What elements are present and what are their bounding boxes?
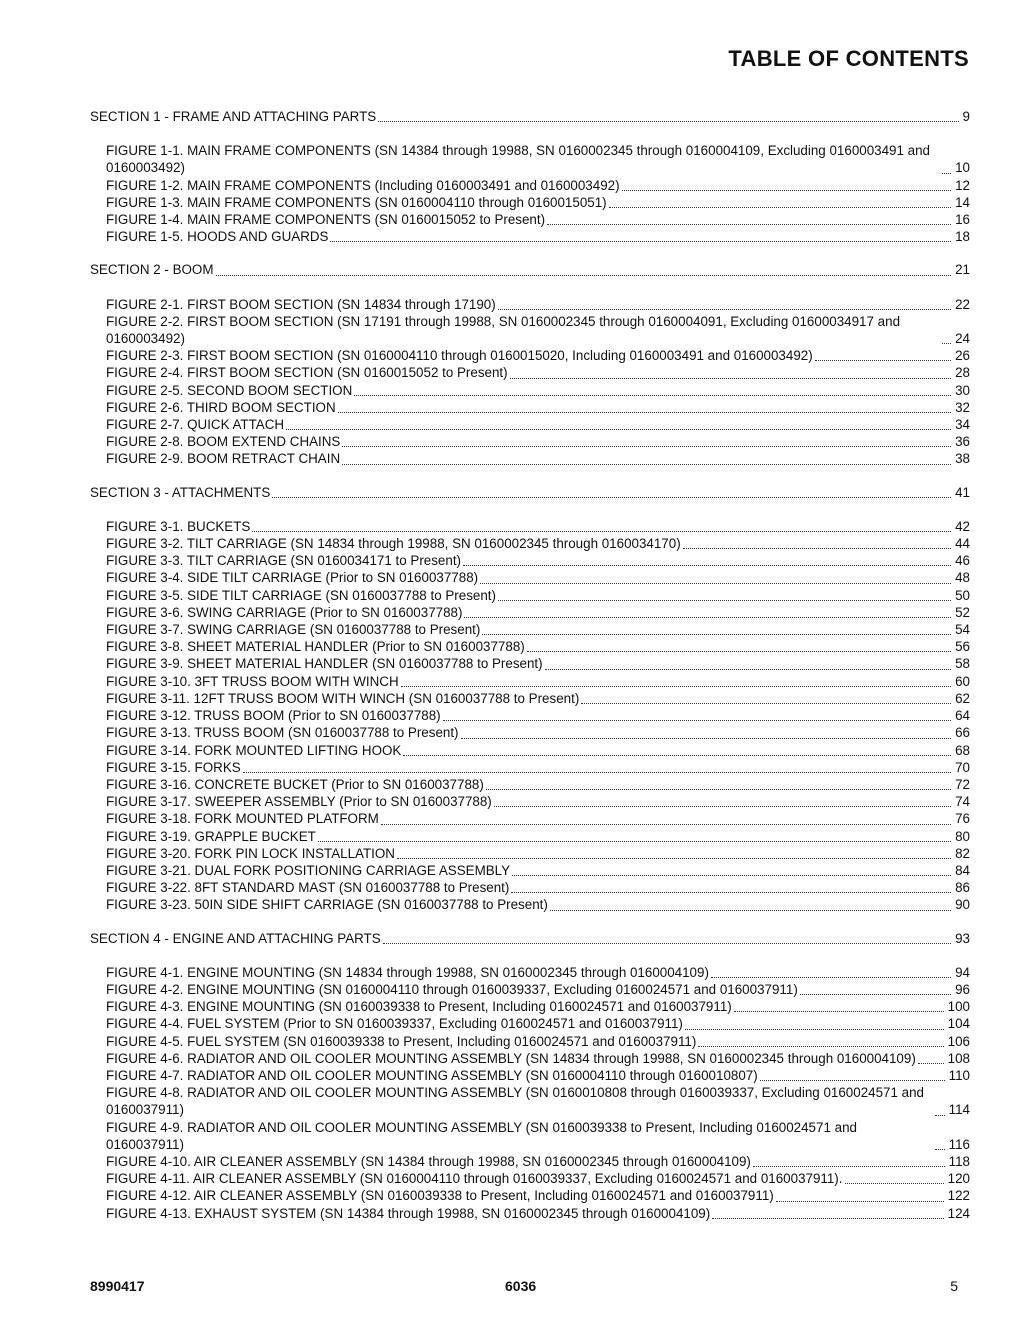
dot-leader [401,676,951,687]
toc-section [90,484,970,914]
toc-figure-entry-page: 68 [955,742,970,758]
toc-figure-entry-page: 48 [955,570,970,586]
dot-leader [318,831,951,842]
toc-figure-entry-page: 96 [955,981,970,997]
dot-leader [685,1019,944,1030]
toc-figure-entry-title: FIGURE 3-2. TILT CARRIAGE (SN 14834 through 19988, SN 0160002345 through 0160034170) [106,536,681,552]
dot-leader [243,762,951,773]
dot-leader [342,436,951,447]
toc-figure-entry-page: 22 [955,296,970,312]
toc-section-entry[interactable] [90,108,970,125]
dot-leader [342,454,951,465]
dot-leader [252,521,951,532]
toc-section-entry-title: SECTION 4 - ENGINE AND ATTACHING PARTS [90,930,381,946]
toc-figure-entry[interactable] [90,450,970,467]
toc-figure-entry-page: 110 [948,1067,970,1083]
toc-figure-entry-title: FIGURE 3-17. SWEEPER ASSEMBLY (Prior to SN 0160037788) [106,794,492,810]
toc-figure-entry[interactable] [90,828,970,845]
toc-figure-entry[interactable] [90,416,970,433]
dot-leader [918,1053,944,1064]
toc-figure-entry-page: 80 [955,828,970,844]
dot-leader [683,538,951,549]
toc-section-entry-page: 93 [955,930,970,946]
toc-figure-entry-page: 12 [955,177,970,193]
toc-figure-entry[interactable] [90,177,970,194]
toc-figure-entry-page: 50 [955,587,970,603]
toc-section [90,261,970,467]
dot-leader [381,814,951,825]
dot-leader [698,1036,943,1047]
toc-figure-entry-page: 58 [955,656,970,672]
toc-figure-entry-title: FIGURE 3-14. FORK MOUNTED LIFTING HOOK [106,742,402,758]
dot-leader [286,419,951,430]
toc-figure-entry[interactable] [90,1067,970,1084]
dot-leader [942,163,951,174]
toc-figure-entry-title: FIGURE 4-5. FUEL SYSTEM (SN 0160039338 to Present, Including 0160024571 and 0160037911) [106,1033,697,1049]
toc-figure-entry-title: FIGURE 3-21. DUAL FORK POSITIONING CARRIAGE ASSEMBLY [106,862,511,878]
toc-figure-entry[interactable] [90,1153,970,1170]
toc-figure-entry-title: FIGURE 4-8. RADIATOR AND OIL COOLER MOUNTING ASSEMBLY (SN 0160010808 through 0160039337, Excluding 0160024571 and 0160037911) [106,1085,924,1118]
toc-figure-entry-title: FIGURE 3-12. TRUSS BOOM (Prior to SN 0160037788) [106,708,441,724]
dot-leader [760,1070,945,1081]
toc-figure-entry-title: FIGURE 3-5. SIDE TILT CARRIAGE (SN 0160037788 to Present) [106,587,496,603]
toc-figure-entry[interactable] [90,433,970,450]
toc-figure-entry-page: 26 [955,348,970,364]
toc-figure-entry[interactable] [90,793,970,810]
document-number: 8990417 [90,1278,145,1294]
dot-leader [512,865,951,876]
toc-section [90,930,970,1222]
dot-leader [486,779,951,790]
toc-section-entry-page: 21 [955,262,970,278]
toc-figure-entry-title: FIGURE 3-6. SWING CARRIAGE (Prior to SN 0160037788) [106,604,463,620]
toc-figure-entry-title: FIGURE 4-1. ENGINE MOUNTING (SN 14834 through 19988, SN 0160002345 through 0160004109) [106,964,709,980]
toc-figure-entry-title: FIGURE 4-4. FUEL SYSTEM (Prior to SN 0160039337, Excluding 0160024571 and 0160037911) [106,1016,683,1032]
dot-leader [545,659,951,670]
toc-figure-entry-page: 70 [955,759,970,775]
toc-figure-entry[interactable] [90,194,970,211]
dot-leader [800,984,951,995]
toc-figure-entry[interactable] [90,228,970,245]
page-title: TABLE OF CONTENTS [728,46,969,71]
toc-figure-entry-title: FIGURE 2-8. BOOM EXTEND CHAINS [106,434,341,450]
toc-section-entry[interactable] [90,484,970,501]
toc-figure-entry-page: 38 [955,451,970,467]
toc-figure-entry-title: FIGURE 2-1. FIRST BOOM SECTION (SN 14834 through 17190) [106,296,496,312]
toc-figure-entry-title: FIGURE 2-9. BOOM RETRACT CHAIN [106,451,341,467]
toc-figure-entry-page: 28 [955,365,970,381]
dot-leader [845,1173,944,1184]
toc-section-entry-title: SECTION 2 - BOOM [90,262,214,278]
toc-figure-entry-page: 122 [947,1188,970,1204]
toc-figure-entry-title: FIGURE 4-7. RADIATOR AND OIL COOLER MOUNTING ASSEMBLY (SN 0160004110 through 0160010807) [106,1067,758,1083]
toc-figure-entry-page: 10 [955,160,970,176]
toc-figure-entry-title: FIGURE 3-22. 8FT STANDARD MAST (SN 0160037788 to Present) [106,880,510,896]
toc-figure-entry[interactable] [90,742,970,759]
toc-figure-entry[interactable] [90,759,970,776]
toc-figure-entry[interactable] [90,776,970,793]
toc-figure-entry[interactable] [90,879,970,896]
toc-figure-entry[interactable] [90,810,970,827]
toc-figure-entry-page: 124 [947,1205,970,1221]
toc-figure-entry-page: 62 [955,690,970,706]
toc-figure-entry[interactable] [90,981,970,998]
toc-figure-entry[interactable] [90,707,970,724]
toc-figure-entry[interactable] [90,535,970,552]
toc-figure-entry[interactable] [90,1033,970,1050]
toc-figure-entry[interactable] [90,896,970,913]
toc-figure-entry[interactable] [90,845,970,862]
dot-leader [711,967,951,978]
dot-leader [354,385,951,396]
toc-figure-entry[interactable] [90,313,970,347]
toc-figure-entry-page: 74 [955,794,970,810]
toc-figure-entry-title: FIGURE 4-2. ENGINE MOUNTING (SN 0160004110 through 0160039337, Excluding 0160024571 and 0160037911) [106,981,798,997]
toc-figure-entry-page: 86 [955,880,970,896]
toc-figure-entry-title: FIGURE 4-11. AIR CLEANER ASSEMBLY (SN 0160004110 through 0160039337, Excluding 0160024571 and 0160037911). [106,1171,843,1187]
dot-leader [383,933,951,944]
toc-figure-entry[interactable] [90,690,970,707]
toc-figure-entry-page: 42 [955,518,970,534]
page-number: 5 [950,1278,958,1294]
toc-figure-entry[interactable] [90,142,970,176]
toc-figure-entry-title: FIGURE 4-3. ENGINE MOUNTING (SN 0160039338 to Present, Including 0160024571 and 0160037911) [106,999,732,1015]
toc-figure-entry-title: FIGURE 3-4. SIDE TILT CARRIAGE (Prior to SN 0160037788) [106,570,479,586]
toc-figure-entry[interactable] [90,382,970,399]
toc-figure-entry-page: 90 [955,897,970,913]
dot-leader [464,607,951,618]
toc-figure-entry-title: FIGURE 1-3. MAIN FRAME COMPONENTS (SN 0160004110 through 0160015051) [106,194,607,210]
toc-figure-entry-title: FIGURE 1-5. HOODS AND GUARDS [106,229,329,245]
toc-figure-entry-title: FIGURE 3-11. 12FT TRUSS BOOM WITH WINCH (SN 0160037788 to Present) [106,690,580,706]
toc-figure-entry-title: FIGURE 3-23. 50IN SIDE SHIFT CARRIAGE (SN 0160037788 to Present) [106,897,548,913]
toc-figure-entry-page: 60 [955,673,970,689]
toc-figure-entry[interactable] [90,1050,970,1067]
toc-figure-entry[interactable] [90,399,970,416]
dot-leader [482,624,951,635]
toc-section-entry-page: 9 [962,109,970,124]
toc-figure-entry-title: FIGURE 3-1. BUCKETS [106,518,251,534]
toc-figure-entry-page: 16 [955,212,970,228]
toc-section-entry-title: SECTION 1 - FRAME AND ATTACHING PARTS [90,109,377,124]
toc-figure-entry-page: 56 [955,639,970,655]
dot-leader [461,728,952,739]
toc-figure-entry-title: FIGURE 4-13. EXHAUST SYSTEM (SN 14384 through 19988, SN 0160002345 through 0160004109) [106,1205,711,1221]
toc-figure-entry-page: 104 [947,1016,970,1032]
dot-leader [712,1208,943,1219]
toc-figure-entry[interactable] [90,1015,970,1032]
toc-figure-entry[interactable] [90,998,970,1015]
toc-figure-entry[interactable] [90,1170,970,1187]
toc-figure-entry-title: FIGURE 2-2. FIRST BOOM SECTION (SN 17191 through 19988, SN 0160002345 through 0160004091, Excluding 01600034917 and 0160003492) [106,313,901,347]
toc-figure-entry[interactable] [90,673,970,690]
toc-section-entry[interactable] [90,261,970,278]
toc-figure-entry-title: FIGURE 3-20. FORK PIN LOCK INSTALLATION [106,845,395,861]
toc-figure-entry-title: FIGURE 3-10. 3FT TRUSS BOOM WITH WINCH [106,673,399,689]
toc-section-entry-page: 41 [955,484,970,500]
toc-figure-entry-page: 114 [948,1102,970,1118]
toc-figure-entry[interactable] [90,1187,970,1204]
toc-figure-entry-page: 14 [955,194,970,210]
toc-figure-entry-title: FIGURE 3-16. CONCRETE BUCKET (Prior to SN 0160037788) [106,776,484,792]
toc-figure-entry[interactable] [90,724,970,741]
dot-leader [494,796,951,807]
toc-figure-entry[interactable] [90,655,970,672]
toc-figure-entry[interactable] [90,569,970,586]
toc-figure-entry[interactable] [90,296,970,313]
table-of-contents [90,108,970,1238]
toc-figure-entry-title: FIGURE 3-7. SWING CARRIAGE (SN 0160037788 to Present) [106,622,481,638]
toc-figure-entry-page: 108 [947,1050,970,1066]
toc-figure-entry[interactable] [90,364,970,381]
dot-leader [338,402,951,413]
toc-figure-entry[interactable] [90,1119,970,1153]
dot-leader [935,1139,945,1150]
toc-figure-entry[interactable] [90,964,970,981]
dot-leader [397,848,951,859]
toc-figure-entry[interactable] [90,604,970,621]
toc-figure-entry-page: 44 [955,536,970,552]
toc-figure-entry-page: 72 [955,776,970,792]
toc-figure-entry-page: 100 [947,999,970,1015]
dot-leader [776,1191,944,1202]
toc-figure-entry-page: 84 [955,862,970,878]
dot-leader [815,350,951,361]
toc-figure-entry-page: 36 [955,434,970,450]
dot-leader [547,214,951,225]
toc-figure-entry[interactable] [90,621,970,638]
dot-leader [463,555,951,566]
toc-figure-entry-title: FIGURE 3-3. TILT CARRIAGE (SN 0160034171 to Present) [106,553,462,569]
toc-figure-entry-title: FIGURE 2-6. THIRD BOOM SECTION [106,399,336,415]
dot-leader [443,710,951,721]
toc-figure-entry[interactable] [90,518,970,535]
dot-leader [734,1001,944,1012]
toc-figure-entry-title: FIGURE 3-19. GRAPPLE BUCKET [106,828,316,844]
toc-figure-entry-title: FIGURE 2-3. FIRST BOOM SECTION (SN 0160004110 through 0160015020, Including 0160003491 and 0160003492) [106,348,813,364]
toc-figure-entry-page: 54 [955,622,970,638]
dot-leader [378,111,958,122]
toc-figure-entry-page: 76 [955,811,970,827]
toc-figure-entry-page: 18 [955,229,970,245]
dot-leader [609,197,951,208]
dot-leader [330,231,951,242]
toc-figure-entry-title: FIGURE 4-10. AIR CLEANER ASSEMBLY (SN 14384 through 19988, SN 0160002345 through 0160004109) [106,1153,751,1169]
toc-figure-entry-title: FIGURE 3-15. FORKS [106,759,241,775]
dot-leader [403,745,951,756]
toc-figure-entry-title: FIGURE 1-4. MAIN FRAME COMPONENTS (SN 0160015052 to Present) [106,212,546,228]
toc-figure-entry-page: 64 [955,708,970,724]
toc-figure-entry-page: 94 [955,964,970,980]
toc-figure-entry-title: FIGURE 1-1. MAIN FRAME COMPONENTS (SN 14384 through 19988, SN 0160002345 through 0160004109, Excluding 0160003491 and 0160003492) [106,143,931,176]
toc-figure-entry-title: FIGURE 4-12. AIR CLEANER ASSEMBLY (SN 0160039338 to Present, Including 0160024571 and 0160037911) [106,1188,774,1204]
toc-figure-entry-page: 116 [948,1136,970,1152]
dot-leader [942,333,952,344]
toc-figure-entry-page: 82 [955,845,970,861]
toc-figure-entry[interactable] [90,638,970,655]
toc-figure-entry-title: FIGURE 1-2. MAIN FRAME COMPONENTS (Including 0160003491 and 0160003492) [106,177,620,193]
model-number: 6036 [505,1278,537,1294]
dot-leader [498,299,951,310]
toc-figure-entry-page: 120 [947,1171,970,1187]
toc-figure-entry-title: FIGURE 3-9. SHEET MATERIAL HANDLER (SN 0160037788 to Present) [106,656,543,672]
toc-figure-entry-title: FIGURE 2-7. QUICK ATTACH [106,417,285,433]
toc-figure-entry[interactable] [90,347,970,364]
dot-leader [272,487,951,498]
toc-section [90,108,970,245]
toc-figure-entry-page: 106 [947,1033,970,1049]
dot-leader [498,590,951,601]
toc-figure-entry[interactable] [90,1205,970,1222]
toc-figure-entry-page: 46 [955,553,970,569]
dot-leader [480,573,951,584]
dot-leader [511,882,951,893]
dot-leader [527,641,951,652]
toc-figure-entry-page: 34 [955,417,970,433]
toc-figure-entry[interactable] [90,552,970,569]
toc-figure-entry-title: FIGURE 4-9. RADIATOR AND OIL COOLER MOUNTING ASSEMBLY (SN 0160039338 to Present, Including 0160024571 and 0160037911) [106,1119,857,1152]
toc-figure-entry[interactable] [90,587,970,604]
dot-leader [622,180,952,191]
dot-leader [216,265,952,276]
toc-figure-entry-title: FIGURE 2-4. FIRST BOOM SECTION (SN 0160015052 to Present) [106,365,508,381]
toc-figure-entry[interactable] [90,862,970,879]
toc-figure-entry-title: FIGURE 3-8. SHEET MATERIAL HANDLER (Prior to SN 0160037788) [106,639,525,655]
toc-figure-entry-page: 30 [955,382,970,398]
toc-section-entry[interactable] [90,930,970,947]
toc-figure-entry-page: 66 [955,725,970,741]
toc-figure-entry-title: FIGURE 2-5. SECOND BOOM SECTION [106,382,353,398]
toc-figure-entry-page: 52 [955,604,970,620]
toc-figure-entry-title: FIGURE 3-13. TRUSS BOOM (SN 0160037788 to Present) [106,725,459,741]
dot-leader [581,693,951,704]
toc-figure-entry-title: FIGURE 4-6. RADIATOR AND OIL COOLER MOUNTING ASSEMBLY (SN 14834 through 19988, SN 0160002345 through 0160004109) [106,1050,916,1066]
toc-figure-entry-page: 32 [955,399,970,415]
toc-figure-entry-title: FIGURE 3-18. FORK MOUNTED PLATFORM [106,811,379,827]
toc-figure-entry[interactable] [90,1084,970,1118]
toc-figure-entry[interactable] [90,211,970,228]
toc-figure-entry-page: 118 [948,1153,970,1169]
toc-figure-entry-page: 24 [955,331,970,347]
dot-leader [550,900,951,911]
toc-section-entry-title: SECTION 3 - ATTACHMENTS [90,484,271,500]
dot-leader [753,1156,945,1167]
dot-leader [510,368,951,379]
dot-leader [935,1105,944,1116]
